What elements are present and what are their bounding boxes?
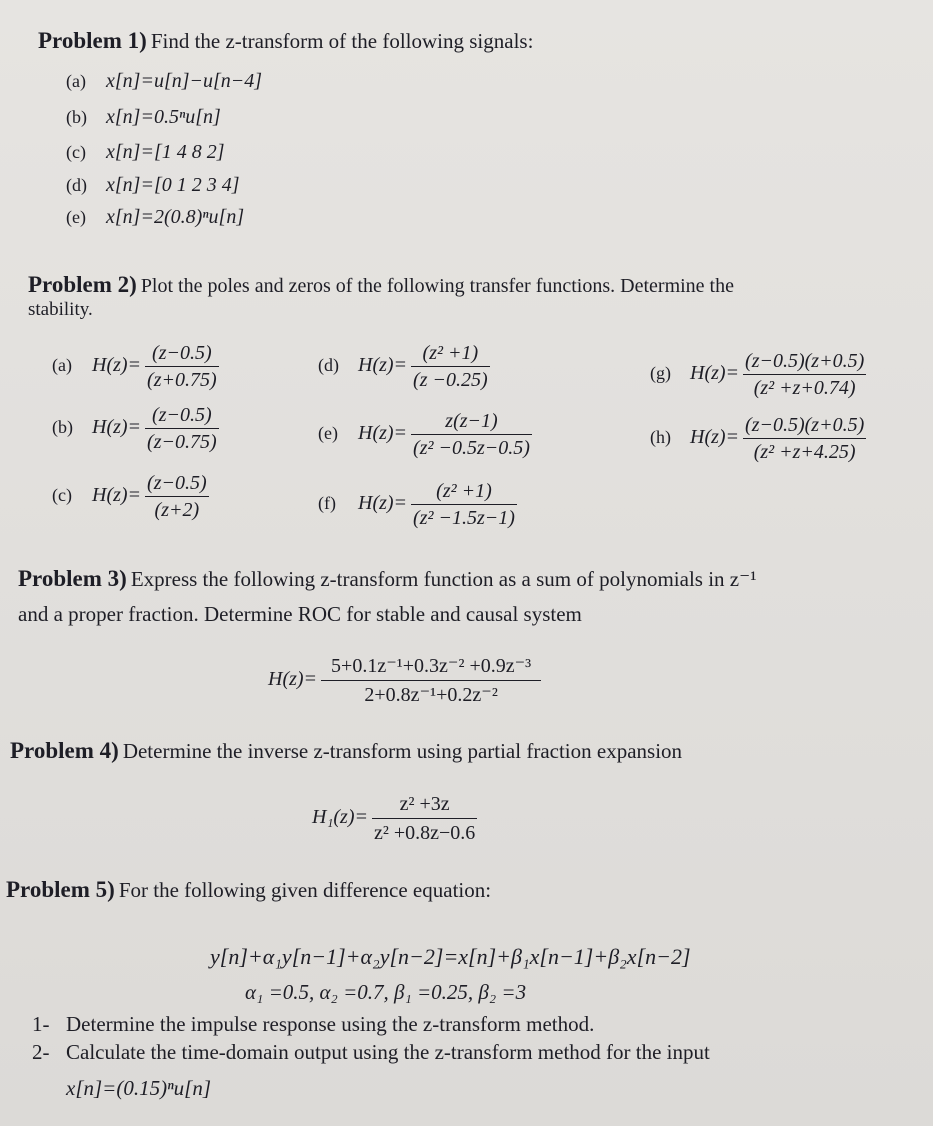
tf-numerator: (z−0.5)(z+0.5) xyxy=(743,412,866,439)
problem-5-text: For the following given difference equation: xyxy=(118,878,492,902)
task-text: Calculate the time-domain output using the z-transform method for the input xyxy=(66,1040,710,1064)
task-1 xyxy=(32,1012,594,1037)
p1-item-expr: x[n]=u[n]−u[n−4] xyxy=(106,70,263,92)
tf-fraction xyxy=(145,470,209,523)
p1-item-e xyxy=(66,206,244,229)
p1-item-label: (b) xyxy=(66,107,87,127)
eq-lhs: H₁(z)= xyxy=(312,806,368,829)
eq-numerator: z² +3z xyxy=(372,790,477,819)
difference-equation-params: α₁ =0.5, α₂ =0.7, β₁ =0.25, β₂ =3 xyxy=(245,980,527,1004)
tf-label: (f) xyxy=(318,493,336,514)
tf-numerator: (z² +1) xyxy=(411,340,490,367)
tf-denominator: (z² +z+0.74) xyxy=(753,377,856,399)
problem-3-title: Problem 3) xyxy=(18,566,127,591)
tf-fraction xyxy=(145,402,219,455)
tf-e xyxy=(318,408,532,461)
tf-fraction xyxy=(411,408,532,461)
tf-f xyxy=(318,478,517,531)
tf-denominator: (z+2) xyxy=(154,499,200,521)
eq-fraction xyxy=(372,790,477,847)
p1-item-label: (c) xyxy=(66,142,86,162)
task-number: 2- xyxy=(32,1040,50,1064)
p1-item-expr: x[n]=2(0.8)ⁿu[n] xyxy=(106,206,245,228)
problem-4-heading xyxy=(10,738,682,764)
tf-label: (b) xyxy=(52,417,73,438)
tf-label: (e) xyxy=(318,423,338,444)
tf-numerator: (z−0.5) xyxy=(145,402,219,429)
problem-4-text: Determine the inverse z-transform using partial fraction expansion xyxy=(122,739,683,763)
difference-equation: y[n]+α₁y[n−1]+α₂y[n−2]=x[n]+β₁x[n−1]+β₂x[n−2] xyxy=(210,944,691,969)
tf-fraction xyxy=(145,340,219,393)
p1-item-expr: x[n]=0.5ⁿu[n] xyxy=(106,106,221,128)
tf-fraction xyxy=(411,340,490,393)
problem-5-heading xyxy=(6,877,491,903)
p1-item-label: (a) xyxy=(66,71,86,91)
tf-lhs: H(z)= xyxy=(92,484,142,507)
tf-lhs: H(z)= xyxy=(358,422,408,445)
tf-lhs: H(z)= xyxy=(690,362,740,385)
task-2 xyxy=(32,1040,710,1065)
tf-lhs: H(z)= xyxy=(358,354,408,377)
tf-fraction xyxy=(743,348,866,401)
tf-fraction xyxy=(743,412,866,465)
tf-d xyxy=(318,340,490,393)
tf-numerator: (z−0.5) xyxy=(145,470,209,497)
tf-numerator: (z² +1) xyxy=(411,478,517,505)
tf-denominator: (z+0.75) xyxy=(147,369,217,391)
tf-numerator: z(z−1) xyxy=(411,408,532,435)
problem-1-text: Find the z-transform of the following signals: xyxy=(150,29,534,53)
p1-item-b xyxy=(66,106,221,129)
p3-equation xyxy=(268,652,541,709)
problem-2-title: Problem 2) xyxy=(28,272,137,297)
eq-denominator: z² +0.8z−0.6 xyxy=(374,822,476,844)
tf-label: (c) xyxy=(52,485,72,506)
problem-3-heading xyxy=(18,566,757,592)
tf-denominator: (z² +z+4.25) xyxy=(753,441,856,463)
problem-5-title: Problem 5) xyxy=(6,877,115,902)
tf-numerator: (z−0.5)(z+0.5) xyxy=(743,348,866,375)
tf-denominator: (z² −1.5z−1) xyxy=(413,507,515,529)
problem-1-title: Problem 1) xyxy=(38,28,147,53)
p1-item-label: (d) xyxy=(66,175,87,195)
eq-fraction xyxy=(321,652,541,709)
tf-lhs: H(z)= xyxy=(690,426,740,449)
problem-3-text: Express the following z-transform function as a sum of polynomials in z⁻¹ xyxy=(130,567,757,591)
p4-equation xyxy=(312,790,477,847)
p1-item-label: (e) xyxy=(66,207,86,227)
problem-2-heading xyxy=(28,272,734,298)
task-number: 1- xyxy=(32,1012,50,1036)
tf-denominator: (z −0.25) xyxy=(413,369,488,391)
task-2-input: x[n]=(0.15)ⁿu[n] xyxy=(66,1076,212,1100)
p1-item-expr: x[n]=[1 4 8 2] xyxy=(106,141,225,163)
problem-1-heading xyxy=(38,28,533,54)
tf-denominator: (z−0.75) xyxy=(147,431,217,453)
eq-lhs: H(z)= xyxy=(268,668,318,691)
problem-2-text-cont: stability. xyxy=(28,299,93,320)
tf-c xyxy=(52,470,209,523)
tf-fraction xyxy=(411,478,517,531)
tf-b xyxy=(52,402,219,455)
tf-numerator: (z−0.5) xyxy=(145,340,219,367)
tf-lhs: H(z)= xyxy=(92,416,142,439)
tf-denominator: (z² −0.5z−0.5) xyxy=(413,437,530,459)
tf-lhs: H(z)= xyxy=(358,492,408,515)
p1-item-a xyxy=(66,70,262,93)
tf-h xyxy=(650,412,866,465)
problem-2-text: Plot the poles and zeros of the following transfer functions. Determine the xyxy=(140,275,734,297)
problem-4-title: Problem 4) xyxy=(10,738,119,763)
p1-item-d xyxy=(66,174,240,197)
task-text: Determine the impulse response using the z-transform method. xyxy=(66,1012,595,1036)
tf-label: (d) xyxy=(318,355,339,376)
tf-g xyxy=(650,348,866,401)
tf-label: (a) xyxy=(52,355,72,376)
problem-3-text-cont: and a proper fraction. Determine ROC for stable and causal system xyxy=(18,602,582,626)
tf-a xyxy=(52,340,219,393)
tf-lhs: H(z)= xyxy=(92,354,142,377)
eq-denominator: 2+0.8z⁻¹+0.2z⁻² xyxy=(364,684,498,706)
tf-label: (h) xyxy=(650,427,671,448)
eq-numerator: 5+0.1z⁻¹+0.3z⁻² +0.9z⁻³ xyxy=(321,652,541,681)
p1-item-expr: x[n]=[0 1 2 3 4] xyxy=(106,174,240,196)
tf-label: (g) xyxy=(650,363,671,384)
p1-item-c xyxy=(66,141,225,164)
